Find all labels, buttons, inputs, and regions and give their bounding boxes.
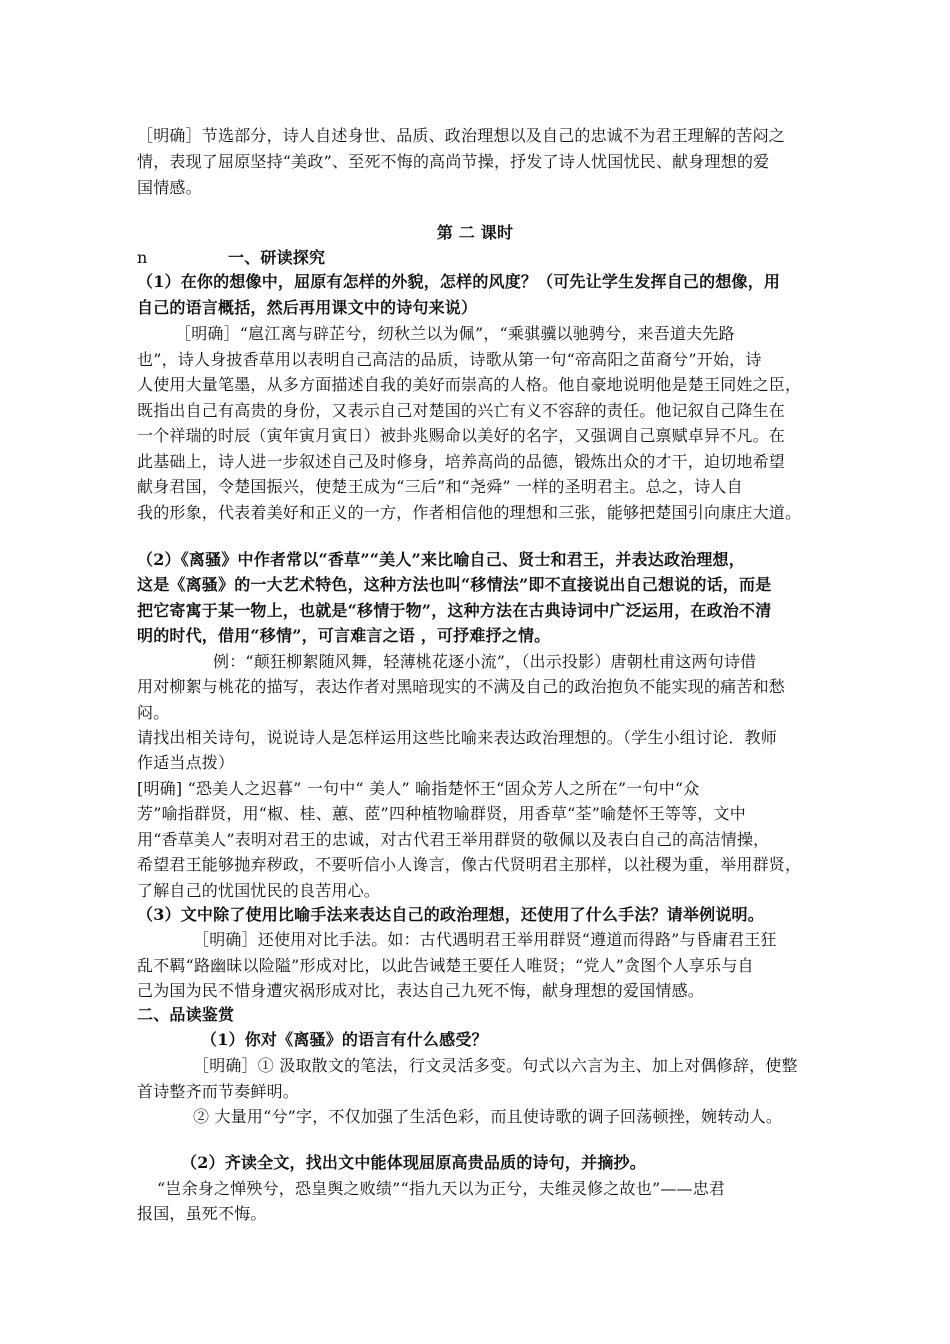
answer-line: “岂余身之惮殃兮，恐皇舆之败绩”“指九天以为正兮，夫维灵修之故也”——忠君: [157, 1179, 726, 1198]
section-heading: 二、品读鉴赏: [137, 1005, 235, 1024]
answer-line: 用“香草美人”表明对君王的忠诚，对古代君王举用群贤的敬佩以及表白自己的高洁情操，: [137, 830, 770, 849]
section-heading: 一、研读探究: [228, 248, 326, 267]
question-line: 把它寄寓于某一物上，也就是“移情于物”，这种方法在古典诗词中广泛运用，在政治不清: [137, 601, 772, 620]
question-line: （2）齐读全文，找出文中能体现屈原高贵品质的诗句，并摘抄。: [181, 1153, 646, 1172]
lesson-title: 第 二 课时: [436, 223, 514, 242]
answer-line: [明确] “恐美人之迟暮” 一句中“ 美人” 喻指楚怀王“固众芳人之所在”一句中“众: [137, 779, 700, 798]
answer-line: 希望君王能够抛弃秽政，不要听信小人谗言，像古代贤明君主那样，以社稷为重，举用群贤，: [137, 855, 802, 874]
example-line: 闷。: [137, 703, 170, 722]
intro-line: 国情感。: [137, 178, 202, 197]
question-line: （1）在你的想像中，屈原有怎样的外貌，怎样的风度？（可先让学生发挥自己的想像，用: [137, 272, 781, 291]
answer-line: ［明确］“扈江离与辟芷兮，纫秋兰以为佩”，“乘骐骥以驰骋兮，来吾道夫先路: [175, 324, 735, 343]
task-line: 请找出相关诗句，说说诗人是怎样运用这些比喻来表达政治理想的。（学生小组讨论．教师: [137, 728, 778, 747]
answer-line: ［明确］① 汲取散文的笔法，行文灵活多变。句式以六言为主、加上对偶修辞，使整: [193, 1056, 798, 1075]
answer-line: 己为国为民不惜身遭灾祸形成对比，表达自己九死不悔，献身理想的爱国情感。: [137, 981, 705, 1000]
question-line: 明的时代，借用“移情”，可言难言之语 ，可抒难抒之情。: [137, 626, 551, 645]
task-line: 作适当点拨）: [137, 753, 235, 772]
answer-line: ［明确］还使用对比手法。如：古代遇明君王举用群贤“遵道而得路”与昏庸君王狂: [193, 930, 777, 949]
example-line: 用对柳絮与桃花的描写，表达作者对黑暗现实的不满及自己的政治抱负不能实现的痛苦和愁: [137, 677, 786, 696]
answer-line: 献身君国，令楚国振兴，使楚王成为“三后”和“尧舜” 一样的圣明君主。总之，诗人自: [137, 477, 743, 496]
answer-line: ② 大量用“兮”字，不仅加强了生活色彩，而且使诗歌的调子回荡顿挫，婉转动人。: [193, 1107, 783, 1126]
answer-line: 人使用大量笔墨，从多方面描述自我的美好而崇高的人格。他自豪地说明他是楚王同姓之臣，: [137, 375, 802, 394]
answer-line: 了解自己的忧国忧民的良苦用心。: [137, 881, 381, 900]
answer-line: 一个祥瑞的时辰（寅年寅月寅日）被卦兆赐命以美好的名字，又强调自己禀赋卓异不凡。在: [137, 426, 786, 445]
list-marker: n: [137, 248, 148, 267]
answer-line: 也”，诗人身披香草用以表明自己高洁的品质，诗歌从第一句“帝高阳之苗裔兮”开始，诗: [137, 350, 762, 369]
question-line: （2）《离骚》中作者常以“香草”“美人”来比喻自己、贤士和君王，并表达政治理想，: [137, 550, 745, 569]
question-line: （1）你对《离骚》的语言有什么感受？: [201, 1030, 488, 1049]
answer-line: 首诗整齐而节奏鲜明。: [137, 1082, 300, 1101]
question-line: （3）文中除了使用比喻手法来表达自己的政治理想，还使用了什么手法？请举例说明。: [137, 905, 764, 924]
question-line: 自己的语言概括，然后再用课文中的诗句来说）: [137, 298, 478, 317]
intro-line: ［明确］节选部分，诗人自述身世、品质、政治理想以及自己的忠诚不为君王理解的苦闷之: [137, 126, 786, 145]
answer-line: 芳”喻指群贤，用“椒、桂、蕙、茝”四种植物喻群贤，用香草“荃”喻楚怀王等等，文中: [137, 804, 746, 823]
answer-line: 此基础上，诗人进一步叙述自己及时修身，培养高尚的品德，锻炼出众的才干，迫切地希望: [137, 452, 786, 471]
answer-line: 报国，虽死不悔。: [137, 1204, 267, 1223]
example-line: 例：“颠狂柳絮随风舞，轻薄桃花逐小流”，（出示投影）唐朝杜甫这两句诗借: [213, 652, 757, 671]
answer-line: 乱不羁“路幽昧以险隘”形成对比，以此告诫楚王要任人唯贤；“党人”贪图个人享乐与自: [137, 956, 754, 975]
intro-line: 情，表现了屈原坚持“美政”、至死不悔的高尚节操，抒发了诗人忧国忧民、献身理想的爱: [137, 152, 770, 171]
question-line: 这是《离骚》的一大艺术特色，这种方法也叫“移情法”即不直接说出自己想说的话，而是: [137, 575, 772, 594]
answer-line: 既指出自己有高贵的身份，又表示自己对楚国的兴亡有义不容辞的责任。他记叙自己降生在: [137, 401, 786, 420]
answer-line: 我的形象，代表着美好和正义的一方，作者相信他的理想和三张，能够把楚国引向康庄大道。: [137, 503, 802, 522]
